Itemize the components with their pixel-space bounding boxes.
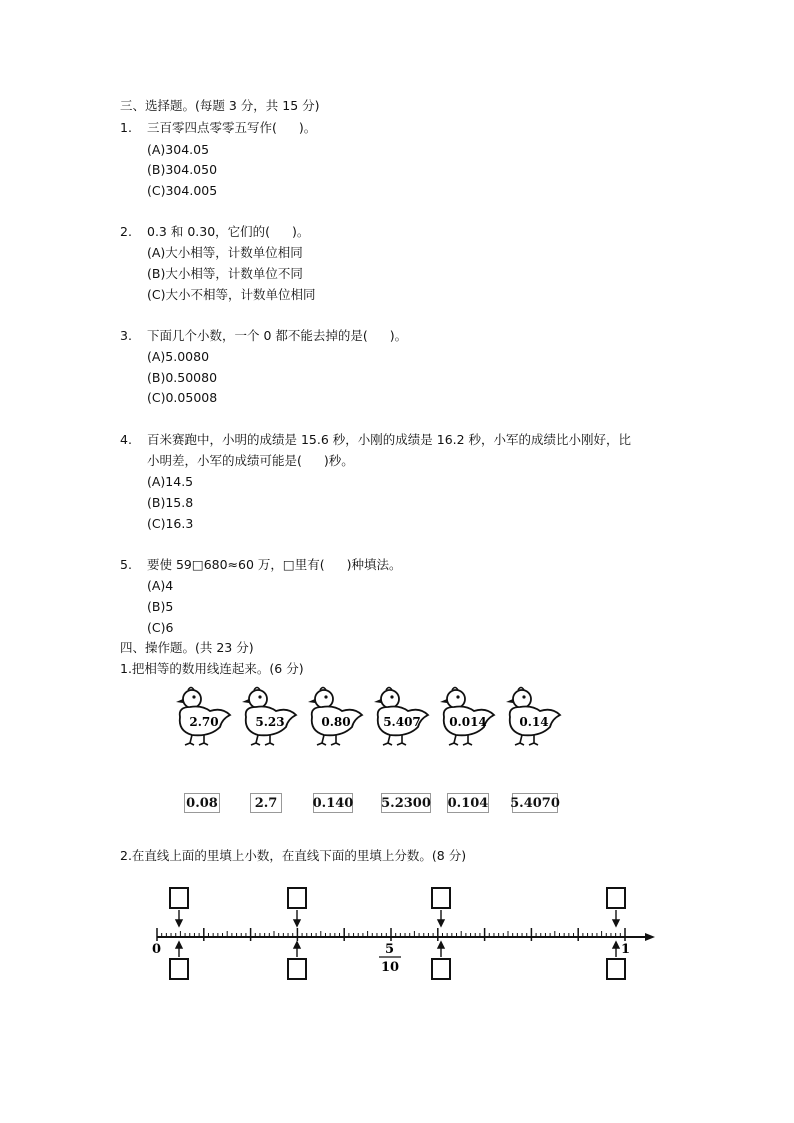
number-box: 0.140 xyxy=(313,793,353,813)
option-b: (B)5 xyxy=(147,599,174,614)
duck-label: 0.80 xyxy=(321,715,351,729)
duck-label: 2.70 xyxy=(189,715,219,729)
question-text: 0.3 和 0.30，它们的( )。 xyxy=(147,224,310,239)
option-c: (C)6 xyxy=(147,620,174,635)
duck-2 xyxy=(242,688,296,746)
section4-title: 四、操作题。(共 23 分) xyxy=(120,640,254,655)
duck-label: 5.407 xyxy=(383,715,421,729)
label-one: 1 xyxy=(621,942,631,957)
number-box: 5.2300 xyxy=(381,793,431,813)
duck-label: 0.014 xyxy=(449,715,487,729)
answer-box-decimal xyxy=(607,888,625,908)
option-a: (A)14.5 xyxy=(147,474,194,489)
option-b: (B)大小相等，计数单位不同 xyxy=(147,266,303,281)
section3-title: 三、选择题。(每题 3 分，共 15 分) xyxy=(120,98,320,113)
number-box: 5.4070 xyxy=(512,793,558,813)
duck-label: 0.14 xyxy=(519,715,549,729)
question-number: 5. xyxy=(120,557,132,572)
question-number: 1. xyxy=(120,120,132,135)
question-text: 下面几个小数，一个 0 都不能去掉的是( )。 xyxy=(147,328,408,343)
question-number: 4. xyxy=(120,432,132,447)
duck-1 xyxy=(176,688,230,746)
question-number: 2. xyxy=(120,224,132,239)
arrow-head-icon xyxy=(645,933,655,941)
label-zero: 0 xyxy=(152,942,162,957)
answer-box-fraction xyxy=(607,959,625,979)
answer-box-decimal xyxy=(170,888,188,908)
question-text-line2: 小明差，小军的成绩可能是( )秒。 xyxy=(147,453,354,468)
option-c: (C)0.05008 xyxy=(147,390,218,405)
question-text-line1: 百米赛跑中，小明的成绩是 15.6 秒，小刚的成绩是 16.2 秒，小军的成绩比小刚好，比 xyxy=(147,432,632,447)
duck-3 xyxy=(308,688,362,746)
number-box: 0.08 xyxy=(184,793,220,813)
number-line-figure xyxy=(145,880,665,985)
option-b: (B)0.50080 xyxy=(147,370,218,385)
option-c: (C)大小不相等，计数单位相同 xyxy=(147,287,316,302)
question-number: 3. xyxy=(120,328,132,343)
duck-5 xyxy=(440,688,494,746)
operation-question-2: 2.在直线上面的里填上小数，在直线下面的里填上分数。(8 分) xyxy=(120,848,467,863)
option-a: (A)304.05 xyxy=(147,142,210,157)
number-box: 0.104 xyxy=(447,793,489,813)
duck-6 xyxy=(506,688,560,746)
answer-box-fraction xyxy=(170,959,188,979)
option-b: (B)15.8 xyxy=(147,495,194,510)
question-text: 三百零四点零零五写作( )。 xyxy=(147,120,317,135)
option-a: (A)5.0080 xyxy=(147,349,210,364)
duck-4 xyxy=(374,688,428,746)
fraction-numerator: 5 xyxy=(385,942,395,957)
number-box: 2.7 xyxy=(250,793,282,813)
ducks-illustration xyxy=(170,685,580,753)
answer-box-decimal xyxy=(432,888,450,908)
option-a: (A)大小相等，计数单位相同 xyxy=(147,245,303,260)
answer-box-fraction xyxy=(288,959,306,979)
operation-question-1: 1.把相等的数用线连起来。(6 分) xyxy=(120,661,304,676)
fraction-denominator: 10 xyxy=(381,960,400,975)
option-c: (C)16.3 xyxy=(147,516,194,531)
answer-box-decimal xyxy=(288,888,306,908)
answer-box-fraction xyxy=(432,959,450,979)
option-c: (C)304.005 xyxy=(147,183,218,198)
option-a: (A)4 xyxy=(147,578,174,593)
question-text: 要使 59□680≈60 万，□里有( )种填法。 xyxy=(147,557,402,572)
option-b: (B)304.050 xyxy=(147,162,218,177)
number-line-ticks xyxy=(157,928,625,941)
duck-label: 5.23 xyxy=(255,715,285,729)
